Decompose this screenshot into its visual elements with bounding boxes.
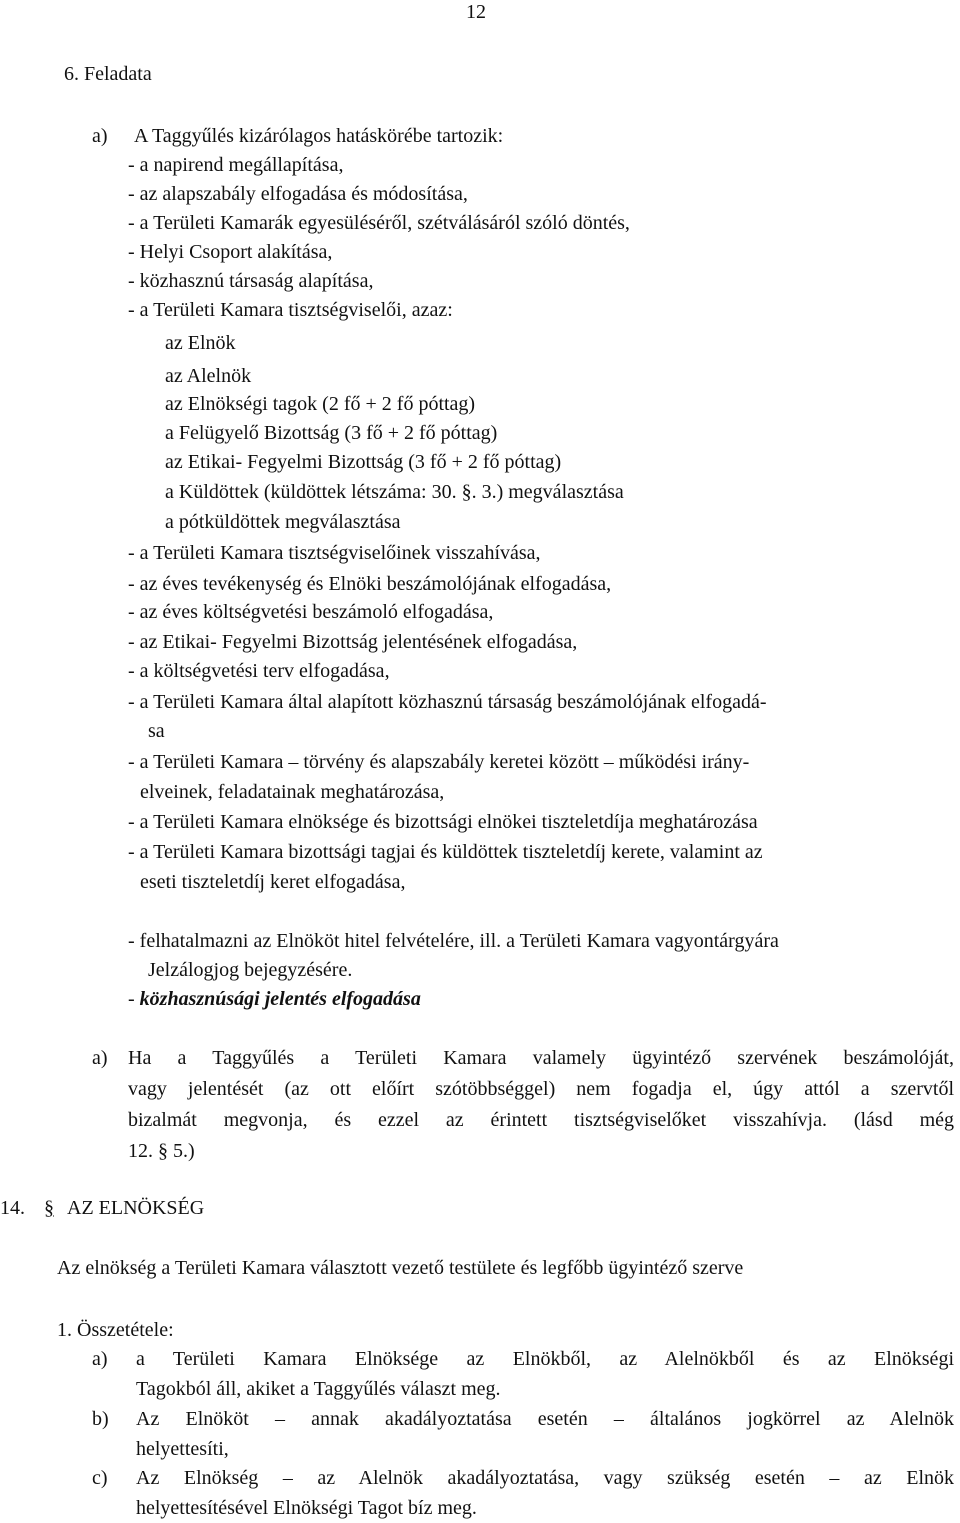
subsection-title: 1. Összetétele: [57, 1319, 174, 1341]
list-item: - a napirend megállapítása, [128, 154, 344, 176]
list-item-prefix: - [128, 988, 140, 1010]
list-label: a) [92, 1047, 108, 1069]
list-item: - a költségvetési terv elfogadása, [128, 660, 390, 682]
paragraph-line: Az Elnökség – az Alelnök akadályoztatása, vagy szükség esetén – az Elnök [136, 1467, 954, 1489]
section-heading [0, 1196, 204, 1220]
emphasized-text: közhasznúsági jelentés elfogadása [139, 988, 421, 1010]
list-item-continuation: sa [148, 720, 165, 742]
paragraph-line: vagy jelentését (az ott előírt szótöbbséggel) nem fogadja el, úgy attól a szervtől [128, 1078, 954, 1100]
list-item: - az Etikai- Fegyelmi Bizottság jelentésének elfogadása, [128, 631, 578, 653]
list-item-continuation: eseti tiszteletdíj keret elfogadása, [140, 871, 406, 893]
list-item: - a Területi Kamara elnöksége és bizottsági elnökei tiszteletdíja meghatározása [128, 811, 758, 833]
officer-item: az Alelnök [165, 365, 252, 387]
paragraph-line: Az Elnököt – annak akadályoztatása esetén – általános jogkörrel az Alelnök [136, 1408, 954, 1430]
officer-item: az Elnök [165, 332, 236, 354]
officer-item: a Felügyelő Bizottság (3 fő + 2 fő póttag) [165, 422, 498, 444]
paragraph-line: 12. § 5.) [128, 1140, 195, 1162]
paragraph-line: bizalmát megvonja, és ezzel az érintett tisztségviselőket visszahívja. (lásd még [128, 1109, 954, 1131]
list-item-continuation: Jelzálogjog bejegyzésére. [148, 959, 353, 981]
paragraph-line: Ha a Taggyűlés a Területi Kamara valamely ügyintéző szervének beszámolóját, [128, 1047, 954, 1069]
officer-item: a Küldöttek (küldöttek létszáma: 30. §. 3.) megválasztása [165, 481, 624, 503]
paragraph-line: Tagokból áll, akiket a Taggyűlés választ meg. [136, 1378, 501, 1400]
list-item: - a Területi Kamara – törvény és alapszabály keretei között – működési irány- [128, 751, 750, 773]
list-item: - a Területi Kamara bizottsági tagjai és küldöttek tiszteletdíj kerete, valamint az [128, 841, 763, 863]
officer-item: a pótküldöttek megválasztása [165, 511, 401, 533]
list-label: a) [92, 125, 108, 147]
list-label: b) [92, 1408, 109, 1430]
officer-item: az Elnökségi tagok (2 fő + 2 fő póttag) [165, 393, 476, 415]
list-label: a) [92, 1348, 108, 1370]
list-item: - a Területi Kamarák egyesüléséről, szétválásáról szóló döntés, [128, 212, 630, 234]
paragraph-sign: § [44, 1197, 54, 1219]
list-item: - a Területi Kamara tisztségviselői, azaz: [128, 299, 453, 321]
list-item-emphasized [128, 987, 421, 1011]
list-item: - az éves tevékenység és Elnöki beszámolójának elfogadása, [128, 573, 612, 595]
section-number: 14. [0, 1197, 25, 1219]
paragraph-line: helyettesítésével Elnökségi Tagot bíz meg. [136, 1497, 477, 1519]
list-label: c) [92, 1467, 108, 1489]
list-item: - közhasznú társaság alapítása, [128, 270, 374, 292]
list-item: - a Területi Kamara által alapított közhasznú társaság beszámolójának elfogadá- [128, 691, 767, 713]
list-item: - az éves költségvetési beszámoló elfogadása, [128, 601, 494, 623]
list-item: - a Területi Kamara tisztségviselőinek visszahívása, [128, 542, 541, 564]
paragraph-line: a Területi Kamara Elnöksége az Elnökből, az Alelnökből és az Elnökségi [136, 1348, 954, 1370]
paragraph-line: helyettesíti, [136, 1438, 229, 1460]
section-heading-title: AZ ELNÖKSÉG [67, 1197, 205, 1219]
list-intro: A Taggyűlés kizárólagos hatáskörébe tartozik: [134, 125, 504, 147]
list-item: - az alapszabály elfogadása és módosítása, [128, 183, 468, 205]
list-item: - felhatalmazni az Elnököt hitel felvételére, ill. a Területi Kamara vagyontárgyára [128, 930, 779, 952]
page-number: 12 [466, 1, 486, 23]
list-item: - Helyi Csoport alakítása, [128, 241, 333, 263]
officer-item: az Etikai- Fegyelmi Bizottság (3 fő + 2 fő póttag) [165, 451, 562, 473]
section-title: 6. Feladata [64, 63, 152, 85]
list-item-continuation: elveinek, feladatainak meghatározása, [140, 781, 445, 803]
intro-paragraph: Az elnökség a Területi Kamara választott vezető testülete és legfőbb ügyintéző szerve [57, 1257, 744, 1279]
